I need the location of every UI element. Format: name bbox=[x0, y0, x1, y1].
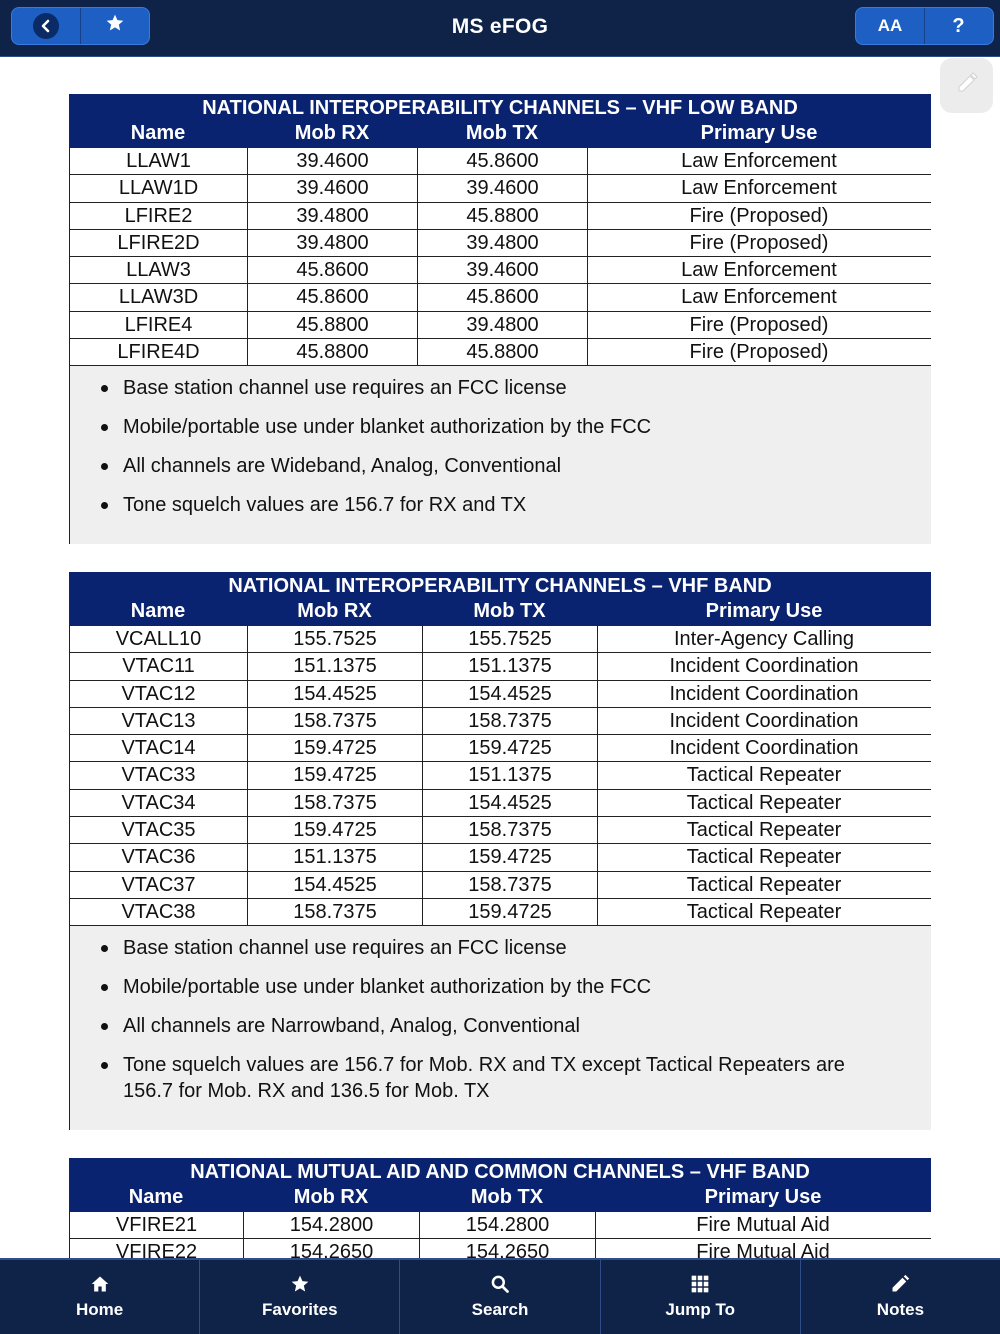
cell-name: LLAW3 bbox=[70, 257, 248, 283]
tab-home[interactable] bbox=[0, 1260, 200, 1334]
top-navigation-bar bbox=[0, 0, 1000, 57]
note-item: Base station channel use requires an FCC license bbox=[98, 935, 891, 961]
cell-mob-rx: 39.4800 bbox=[248, 230, 418, 256]
cell-name: VTAC11 bbox=[70, 653, 248, 679]
cell-primary-use: Law Enforcement bbox=[681, 150, 837, 172]
cell-mob-tx: 151.1375 bbox=[423, 653, 598, 679]
cell-primary-use: Incident Coordination bbox=[669, 655, 859, 678]
cell-mob-rx: 155.7525 bbox=[248, 626, 423, 652]
cell-name: VTAC12 bbox=[70, 681, 248, 707]
cell-primary-use: Fire (Proposed) bbox=[689, 204, 829, 227]
cell-mob-rx: 158.7375 bbox=[248, 790, 423, 816]
cell-name: VTAC35 bbox=[70, 817, 248, 843]
cell-mob-tx: 39.4800 bbox=[418, 230, 588, 256]
cell-name: LLAW1 bbox=[70, 148, 248, 174]
cell-primary-use: Law Enforcement bbox=[681, 177, 837, 200]
cell-mob-tx: 45.8600 bbox=[418, 284, 588, 310]
column-header-name: Name bbox=[130, 600, 186, 622]
table-row bbox=[69, 203, 931, 230]
cell-name: VTAC38 bbox=[70, 899, 248, 925]
note-item: All channels are Wideband, Analog, Conventional bbox=[98, 453, 891, 479]
notes-list bbox=[69, 366, 931, 544]
table-row bbox=[69, 762, 931, 789]
cell-primary-use: Inter-Agency Calling bbox=[673, 628, 855, 650]
cell-primary-use: Incident Coordination bbox=[669, 682, 859, 705]
cell-mob-tx: 39.4600 bbox=[418, 257, 588, 283]
cell-name: VTAC36 bbox=[70, 844, 248, 870]
cell-primary-use: Fire (Proposed) bbox=[689, 313, 829, 336]
table-row bbox=[69, 817, 931, 844]
channel-section-mutual-aid bbox=[69, 1158, 931, 1258]
cell-name: LFIRE4D bbox=[70, 339, 248, 365]
column-header-primary-use: Primary Use bbox=[705, 600, 823, 622]
search-icon bbox=[490, 1274, 510, 1294]
column-header-mob-tx: Mob TX bbox=[470, 1186, 544, 1208]
tab-search[interactable] bbox=[400, 1260, 600, 1334]
table-header bbox=[69, 572, 931, 626]
column-header-name: Name bbox=[130, 122, 186, 144]
note-item: All channels are Narrowband, Analog, Conventional bbox=[98, 1013, 891, 1039]
table-row bbox=[69, 284, 931, 311]
tab-jump-to[interactable] bbox=[601, 1260, 801, 1334]
column-header-mob-rx: Mob RX bbox=[293, 1186, 369, 1208]
cell-name: LFIRE2 bbox=[70, 203, 248, 229]
cell-primary-use: Law Enforcement bbox=[681, 286, 837, 309]
pencil-icon bbox=[890, 1274, 910, 1294]
cell-name: VTAC34 bbox=[70, 790, 248, 816]
cell-mob-tx: 154.2800 bbox=[420, 1212, 596, 1238]
cell-name: VTAC37 bbox=[70, 872, 248, 898]
cell-mob-rx: 151.1375 bbox=[248, 653, 423, 679]
cell-mob-tx: 39.4600 bbox=[418, 175, 588, 201]
cell-mob-tx: 45.8800 bbox=[418, 339, 588, 365]
cell-mob-tx: 159.4725 bbox=[423, 735, 598, 761]
table-row bbox=[69, 257, 931, 284]
table-row bbox=[69, 899, 931, 926]
table-row bbox=[69, 790, 931, 817]
column-header-mob-rx: Mob RX bbox=[294, 122, 370, 144]
cell-primary-use: Law Enforcement bbox=[681, 259, 837, 282]
cell-mob-tx: 151.1375 bbox=[423, 762, 598, 788]
cell-primary-use: Fire Mutual Aid bbox=[696, 1241, 830, 1258]
note-item: Mobile/portable use under blanket authorization by the FCC bbox=[98, 974, 891, 1000]
cell-mob-rx: 45.8800 bbox=[248, 339, 418, 365]
cell-primary-use: Incident Coordination bbox=[669, 709, 859, 732]
table-row bbox=[69, 653, 931, 680]
column-header-mob-rx: Mob RX bbox=[297, 600, 372, 622]
table-row bbox=[69, 1212, 931, 1239]
table-body bbox=[69, 626, 931, 926]
tab-label: Jump To bbox=[665, 1300, 735, 1319]
table-body bbox=[69, 148, 931, 366]
grid-icon bbox=[690, 1274, 710, 1294]
table-row bbox=[69, 1239, 931, 1258]
cell-mob-rx: 154.4525 bbox=[248, 681, 423, 707]
content-scroll-area[interactable] bbox=[0, 57, 1000, 1258]
cell-mob-rx: 39.4600 bbox=[248, 175, 418, 201]
column-header-mob-tx: Mob TX bbox=[465, 122, 539, 144]
column-header-name: Name bbox=[128, 1186, 184, 1208]
table-row bbox=[69, 175, 931, 202]
cell-mob-rx: 159.4725 bbox=[248, 817, 423, 843]
tab-label: Notes bbox=[876, 1300, 925, 1319]
cell-mob-rx: 154.2800 bbox=[244, 1212, 420, 1238]
tab-label: Favorites bbox=[262, 1300, 338, 1319]
table-row bbox=[69, 626, 931, 653]
cell-name: LLAW3D bbox=[70, 284, 248, 310]
cell-mob-tx: 158.7375 bbox=[423, 817, 598, 843]
cell-mob-tx: 155.7525 bbox=[423, 626, 598, 652]
section-title: NATIONAL INTEROPERABILITY CHANNELS – VHF LOW BAND bbox=[202, 97, 798, 119]
table-row bbox=[69, 872, 931, 899]
cell-name: VTAC13 bbox=[70, 708, 248, 734]
cell-mob-tx: 154.4525 bbox=[423, 681, 598, 707]
cell-mob-tx: 45.8800 bbox=[418, 203, 588, 229]
cell-mob-rx: 39.4800 bbox=[248, 203, 418, 229]
cell-primary-use: Tactical Repeater bbox=[686, 791, 842, 814]
cell-primary-use: Fire (Proposed) bbox=[689, 341, 829, 364]
help-button[interactable] bbox=[924, 8, 992, 44]
font-size-label: AA bbox=[877, 16, 903, 35]
cell-mob-rx: 159.4725 bbox=[248, 735, 423, 761]
table-header bbox=[69, 94, 931, 148]
cell-name: LLAW1D bbox=[70, 175, 248, 201]
home-icon bbox=[90, 1274, 110, 1294]
cell-mob-tx: 45.8600 bbox=[418, 148, 588, 174]
cell-primary-use: Incident Coordination bbox=[669, 737, 859, 760]
cell-mob-rx: 154.4525 bbox=[248, 872, 423, 898]
table-body bbox=[69, 1212, 931, 1258]
table-row bbox=[69, 230, 931, 257]
cell-primary-use: Tactical Repeater bbox=[686, 846, 842, 869]
cell-mob-tx: 159.4725 bbox=[423, 899, 598, 925]
table-row bbox=[69, 681, 931, 708]
channel-section-vhf bbox=[69, 572, 931, 1130]
cell-name: LFIRE2D bbox=[70, 230, 248, 256]
app-title: MS eFOG bbox=[451, 15, 549, 38]
section-title: NATIONAL MUTUAL AID AND COMMON CHANNELS – VHF BAND bbox=[190, 1161, 810, 1183]
cell-primary-use: Tactical Repeater bbox=[686, 764, 842, 787]
cell-mob-tx: 158.7375 bbox=[423, 708, 598, 734]
right-button-group bbox=[855, 7, 994, 45]
notes-list bbox=[69, 926, 931, 1130]
cell-primary-use: Tactical Repeater bbox=[686, 900, 842, 923]
cell-mob-rx: 158.7375 bbox=[248, 899, 423, 925]
cell-name: VFIRE21 bbox=[70, 1212, 244, 1238]
column-header-primary-use: Primary Use bbox=[700, 122, 818, 144]
font-size-button[interactable] bbox=[856, 8, 924, 44]
table-row bbox=[69, 735, 931, 762]
table-row bbox=[69, 708, 931, 735]
cell-mob-rx: 45.8600 bbox=[248, 284, 418, 310]
tab-favorites[interactable] bbox=[200, 1260, 400, 1334]
tab-notes[interactable] bbox=[801, 1260, 1000, 1334]
cell-name: LFIRE4 bbox=[70, 312, 248, 338]
cell-primary-use: Tactical Repeater bbox=[686, 873, 842, 896]
tab-label: Home bbox=[75, 1300, 124, 1319]
cell-mob-rx: 159.4725 bbox=[248, 762, 423, 788]
cell-mob-tx: 154.4525 bbox=[423, 790, 598, 816]
cell-mob-rx: 39.4600 bbox=[248, 148, 418, 174]
cell-mob-tx: 39.4800 bbox=[418, 312, 588, 338]
note-item: Base station channel use requires an FCC license bbox=[98, 375, 891, 401]
cell-mob-tx: 154.2650 bbox=[420, 1239, 596, 1258]
column-header-mob-tx: Mob TX bbox=[473, 600, 546, 622]
cell-name: VCALL10 bbox=[70, 626, 248, 652]
cell-mob-rx: 151.1375 bbox=[248, 844, 423, 870]
bottom-tab-bar bbox=[0, 1258, 1000, 1334]
cell-mob-rx: 158.7375 bbox=[248, 708, 423, 734]
cell-mob-tx: 158.7375 bbox=[423, 872, 598, 898]
cell-primary-use: Fire (Proposed) bbox=[689, 231, 829, 254]
column-header-primary-use: Primary Use bbox=[704, 1186, 822, 1208]
table-row bbox=[69, 339, 931, 366]
cell-mob-tx: 159.4725 bbox=[423, 844, 598, 870]
cell-mob-rx: 45.8600 bbox=[248, 257, 418, 283]
channel-section-vhf-low bbox=[69, 94, 931, 544]
table-header bbox=[69, 1158, 931, 1212]
cell-primary-use: Tactical Repeater bbox=[686, 819, 842, 842]
section-title: NATIONAL INTEROPERABILITY CHANNELS – VHF BAND bbox=[228, 575, 772, 597]
cell-primary-use: Fire Mutual Aid bbox=[696, 1214, 830, 1236]
cell-mob-rx: 154.2650 bbox=[244, 1239, 420, 1258]
table-row bbox=[69, 148, 931, 175]
note-item: Tone squelch values are 156.7 for RX and TX bbox=[98, 492, 891, 518]
cell-name: VTAC14 bbox=[70, 735, 248, 761]
cell-mob-rx: 45.8800 bbox=[248, 312, 418, 338]
tab-label: Search bbox=[471, 1300, 529, 1319]
cell-name: VTAC33 bbox=[70, 762, 248, 788]
star-icon bbox=[290, 1274, 310, 1294]
table-row bbox=[69, 312, 931, 339]
note-item: Tone squelch values are 156.7 for Mob. RX and TX except Tactical Repeaters are 156.7 for Mob. RX and 136.5 for Mob. TX bbox=[98, 1052, 891, 1104]
table-row bbox=[69, 844, 931, 871]
note-item: Mobile/portable use under blanket authorization by the FCC bbox=[98, 414, 891, 440]
help-label: ? bbox=[952, 14, 965, 37]
cell-name: VFIRE22 bbox=[70, 1239, 244, 1258]
